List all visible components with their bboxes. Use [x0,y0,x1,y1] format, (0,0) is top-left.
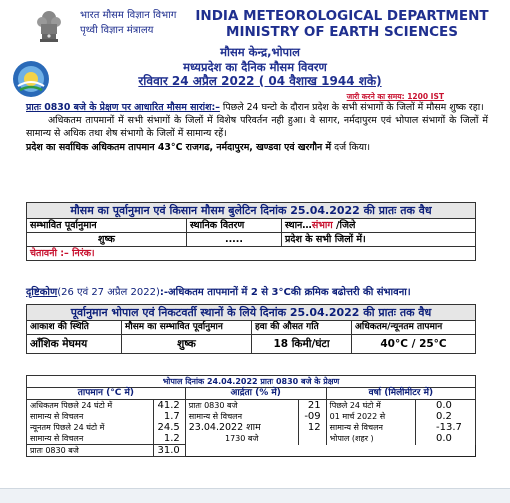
bhopal-col-forecast: मौसम का सम्भावित पूर्वानुमान [122,321,252,335]
table-row [27,433,476,445]
obs-col-temperature: तापमान (°C में) [27,388,186,400]
bhopal-col-sky: आकाश की स्थिति [27,321,122,335]
outlook [26,284,496,298]
obs-hum-label: सामान्य से विचलन [185,411,298,422]
imd-logo-icon [12,60,50,98]
department-name-hindi [80,8,176,38]
obs-rain-label: भोपाल (शहर ) [326,433,415,445]
dept-hindi-line1: भारत मौसम विज्ञान विभाग [80,10,177,21]
forecast-col-location-a: स्थान… [285,220,312,231]
forecast-warning: चेतावनी :– निरंक। [27,247,476,261]
obs-temp-label: अधिकतम पिछले 24 घंटो में [27,400,154,412]
obs-hum-value: 21 [298,400,326,412]
obs-col-rainfall: वर्षा (मिलीमीटर में) [326,388,475,400]
weather-summary [26,101,488,154]
outlook-label: दृष्टिकोण [26,287,58,298]
obs-hum-value: -09 [298,411,326,422]
report-title: मध्यप्रदेश का दैनिक मौसम विवरण [183,60,327,74]
report-date: रविवार 24 अप्रैल 2022 ( 04 वैशाख 1944 शके) [138,74,382,88]
obs-temp-value: 24.5 [154,422,185,433]
bhopal-value-forecast: शुष्क [122,335,252,354]
bhopal-value-wind: 18 किमी/घंटा [252,335,352,354]
forecast-col-location-c: /जिले [332,220,356,231]
obs-temp-label: न्यूनतम पिछले 24 घंटो में [27,422,154,433]
summary-text-1: पिछले 24 घन्टो के दौरान प्रदेश के सभी संभागों के जिलों में मौसम शुष्क रहा। [219,102,484,113]
obs-hum-value [298,445,326,457]
forecast-col-distribution: स्थानिक वितरण [187,219,282,233]
obs-rain-value: 0.0 [416,400,476,412]
forecast-value-location: प्रदेश के सभी जिलों में। [282,233,476,247]
obs-rain-label: पिछले 24 घंटो में [326,400,415,412]
issue-time: जारी करने का समय: 1200 IST [346,92,444,101]
national-emblem-icon [30,4,68,46]
obs-rain-value: 0.0 [416,433,476,445]
dept-hindi-line2: पृथ्वी विज्ञान मंत्रालय [80,25,154,36]
forecast-value-distribution: ..... [187,233,282,247]
forecast-col-location [282,219,476,233]
bhopal-value-sky: आँशिक मेघमय [27,335,122,354]
forecast-table-caption: मौसम का पूर्वानुमान एवं किसान मौसम बुलेटिन दिनांक 25.04.2022 की प्रातः तक वैध [27,203,476,219]
obs-rain-label [326,445,415,457]
obs-temp-value: 1.2 [154,433,185,445]
summary-max-temp: प्रदेश का सर्वाधिक अधिकतम तापमान 43°C राजगढ, नर्मदापुरम, खण्डवा एवं खरगौन में [26,141,332,153]
obs-temp-label: सामान्य से विचलन [27,433,154,445]
obs-hum-label: प्रातः 0830 बजे [185,400,298,412]
obs-hum-label: 1730 बजे [185,433,298,445]
obs-rain-value: 0.2 [416,411,476,422]
bhopal-col-wind: हवा की औसत गति [252,321,352,335]
obs-table-caption: भोपाल दिनांक 24.04.2022 प्रातः 0830 बजे के प्रेक्षण [27,376,476,388]
forecast-table [26,202,476,261]
obs-rain-label: सामान्य से विचलन [326,422,415,433]
obs-temp-label: सामान्य से विचलन [27,411,154,422]
bhopal-forecast-table [26,304,476,354]
dept-english-line2: MINISTRY OF EARTH SCIENCES [226,24,458,40]
summary-para-3 [26,141,488,154]
obs-rain-label: 01 मार्च 2022 से [326,411,415,422]
obs-hum-label [185,445,298,457]
outlook-text: :-अधिकतम तापमानों में 2 से 3°Cकी क्रमिक बढोत्तरी की संभावना। [159,287,411,298]
obs-hum-label: 23.04.2022 शाम [185,422,298,433]
obs-temp-value: 1.7 [154,411,185,422]
bhopal-observations-table [26,375,476,457]
summary-para-2: अधिकतम तापमानों में सभी संभागों के जिलों में विशेष परिवर्तन नही हुआ। वे सागर, नर्मदापुरम एवं भोपाल संभागों के जिलों में सामान्य से अधिक तथा शेष संभागो के जिलों में सामान्य रहें। [26,115,488,140]
bhopal-col-temp: अधिकतम/न्यूनतम तापमान [352,321,476,335]
office-name: मौसम केन्द्र,भोपाल [220,45,300,59]
obs-rain-value [416,445,476,457]
viewer-bottom-bar [0,488,510,503]
table-row [27,400,476,412]
bhopal-value-temp: 40°C / 25°C [352,335,476,354]
obs-rain-value: -13.7 [416,422,476,433]
obs-temp-value: 41.2 [154,400,185,412]
obs-temp-label: प्रातः 0830 बजे [27,445,154,457]
summary-text-3: दर्ज किया। [331,141,371,153]
obs-col-humidity: आर्द्रता (% में) [185,388,326,400]
summary-label: प्रातः 0830 बजे के प्रेक्षण पर आधारित मौसम सारांश:– [26,102,220,113]
bhopal-table-caption: पूर्वानुमान भोपाल एवं निकटवर्ती स्थानों के लिये दिनांक 25.04.2022 की प्रातः तक वैध [27,305,476,321]
obs-temp-value: 31.0 [154,445,185,457]
table-row [27,422,476,433]
obs-hum-value: 12 [298,422,326,433]
forecast-value-expected: शुष्क [27,233,187,247]
table-row [27,445,476,457]
obs-hum-value [298,433,326,445]
forecast-col-expected: सम्भावित पूर्वानुमान [27,219,187,233]
table-row [27,411,476,422]
summary-para-1 [26,101,488,114]
forecast-col-location-b: संभाग [311,220,333,231]
dept-english-line1: INDIA METEOROLOGICAL DEPARTMENT [195,8,489,24]
department-name-english [192,8,492,40]
outlook-dates: (26 एवं 27 अप्रैल 2022) [57,287,160,298]
